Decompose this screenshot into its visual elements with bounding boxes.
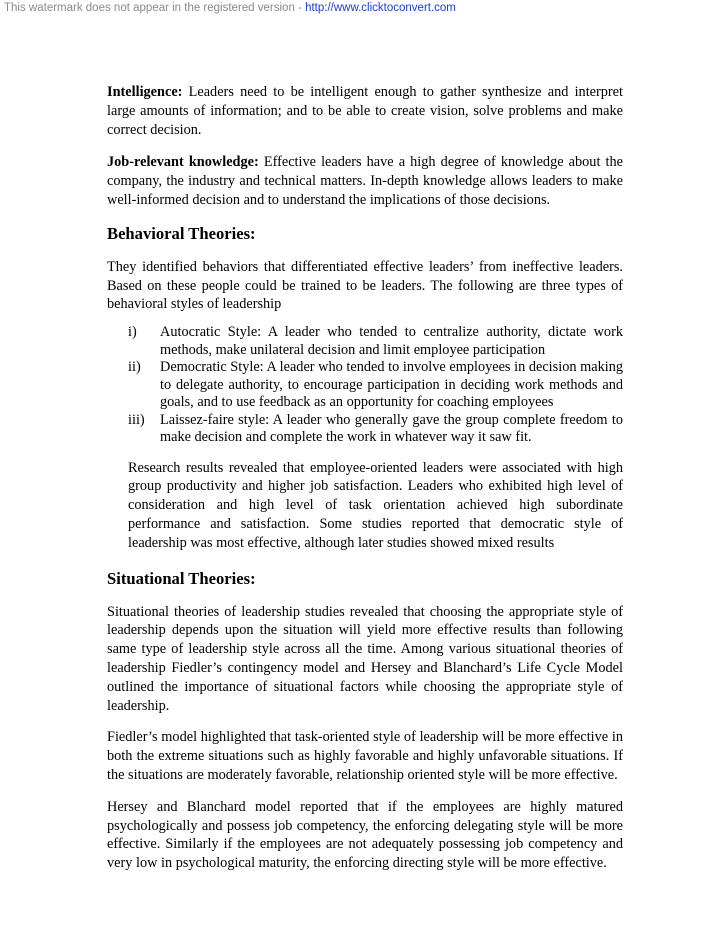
intelligence-term: Intelligence: [107, 84, 183, 100]
list-item [128, 412, 623, 447]
list-item-text: Democratic Style: A leader who tended to involve employees in decision making to delegate authority, to encourage participation in deciding work methods and goals, and to use feedback as an opportunity for coaching employees [160, 359, 623, 411]
situational-paragraph: Situational theories of leadership studies revealed that choosing the appropriate style of leadership depends upon the situation will yield more effective results than following same type of leadership style across all the time. Among various situational theories of leadership Fiedler’s contingency model and Hersey and Blanchard’s Life Cycle Model outlined the importance of situational factors while choosing the appropriate style of leadership. [107, 603, 623, 714]
list-item-number: iii) [128, 411, 145, 428]
situational-heading [107, 569, 623, 589]
research-paragraph: Research results revealed that employee-oriented leaders were associated with high group productivity and higher job satisfaction. Leaders who exhibited high level of consideration and high level of task orientation achieved high subordinate performance and satisfaction. Some studies reported that democratic style of leadership was most effective, although later studies showed mixed results [128, 459, 623, 551]
list-item-text: Laissez-faire style: A leader who generally gave the group complete freedom to make decision and complete the work in whatever way it saw fit. [160, 411, 623, 446]
list-item [128, 359, 623, 412]
list-item-number: i) [128, 324, 137, 341]
list-item-number: ii) [128, 359, 141, 376]
behavioral-heading: Behavioral Theories: [107, 223, 256, 243]
situational-heading-colon: : [250, 568, 256, 588]
job-knowledge-text: Effective leaders have a high degree of knowledge about the company, the industry and technical matters. In-depth knowledge allows leaders to make well-informed decision and to understand the implications of those decisions. [107, 154, 623, 208]
job-knowledge-paragraph [107, 153, 623, 209]
behavioral-intro: They identified behaviors that differentiated effective leaders’ from ineffective leaders. Based on these people could be trained to be leaders. The following are three types of behavioral styles of leadership [107, 258, 623, 313]
behavioral-styles-list [128, 324, 623, 447]
situational-heading-text: Situational Theories [107, 568, 251, 588]
intelligence-text: Leaders need to be intelligent enough to gather synthesize and interpret large amounts of information; and to be able to create vision, solve problems and make correct decision. [107, 84, 623, 138]
list-item [128, 324, 623, 359]
list-item-text: Autocratic Style: A leader who tended to centralize authority, dictate work methods, make unilateral decision and limit employee participation [160, 324, 623, 358]
watermark-text: This watermark does not appear in the registered version - [4, 2, 306, 14]
document-body [107, 83, 623, 873]
watermark [4, 1, 456, 16]
hersey-blanchard-paragraph: Hersey and Blanchard model reported that if the employees are highly matured psychologically and possess job competency, the enforcing delegating style will be more effective. Similarly if the employees are not adequately possessing job competency and very low in psychological maturity, the enforcing directing style will be more effective. [107, 798, 623, 872]
intelligence-paragraph [107, 83, 623, 139]
job-knowledge-term: Job-relevant knowledge: [107, 154, 259, 171]
fiedler-paragraph: Fiedler’s model highlighted that task-oriented style of leadership will be more effective in both the extreme situations such as highly favorable and highly unfavorable situations. If the situations are moderately favorable, relationship oriented style will be more effective. [107, 729, 623, 784]
watermark-link[interactable]: http://www.clicktoconvert.com [305, 2, 456, 14]
